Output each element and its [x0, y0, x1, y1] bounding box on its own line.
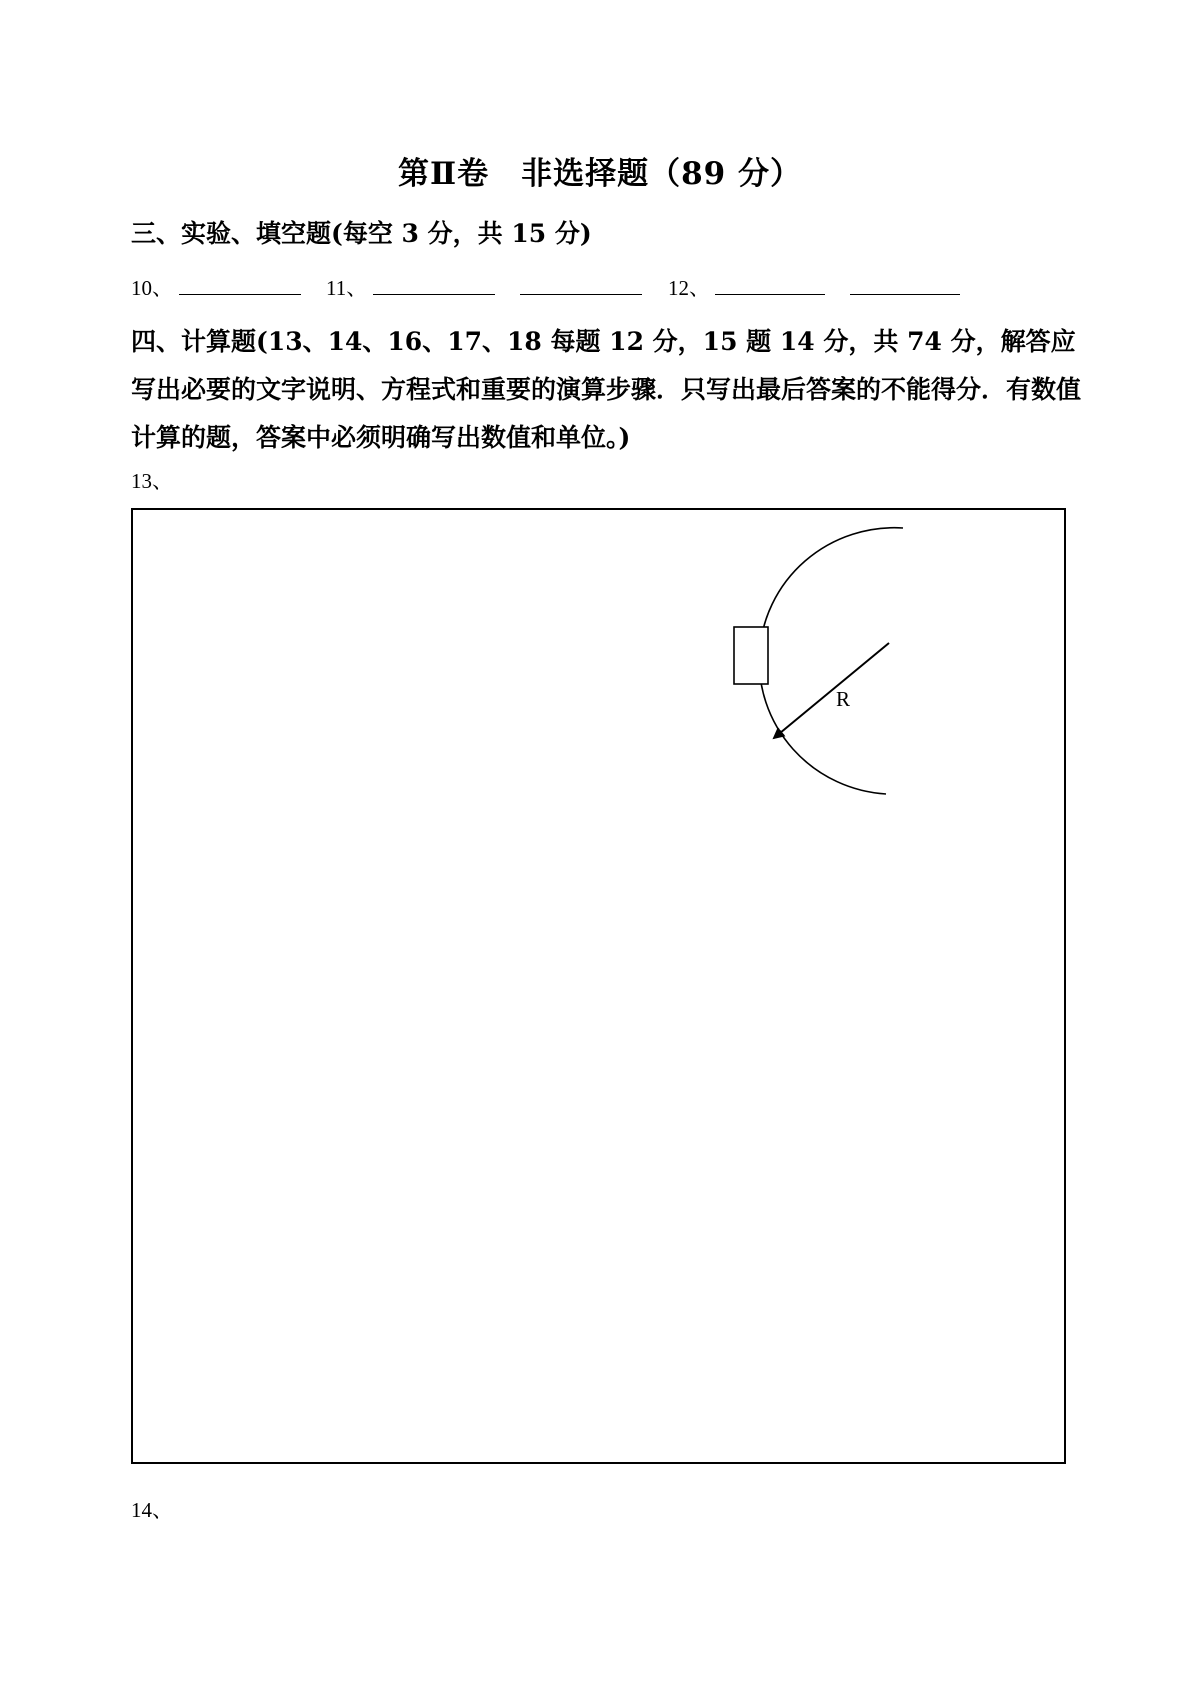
page-title: 第Ⅱ卷 非选择题（89 分） — [397, 156, 803, 192]
figure-13 — [133, 510, 1068, 1466]
section-4-instructions: 四、计算题(13、14、16、17、18 每题 12 分，15 题 14 分，共 74 分，解答应写出必要的文字说明、方程式和重要的演算步骤．只写出最后答案的不能得分．有数值计算的题，答案中必须明确写出数值和单位。) — [131, 327, 1082, 452]
radius-label: R — [836, 687, 851, 711]
blank-label-11: 11、 — [326, 276, 368, 300]
answer-blank-12[interactable] — [715, 294, 825, 295]
semicircular-track — [759, 528, 903, 794]
section-3-heading: 三、实验、填空题(每空 3 分，共 15 分) — [131, 219, 592, 248]
question-13-number: 13、 — [131, 469, 173, 493]
question-14-number: 14、 — [131, 1498, 173, 1522]
answer-blank-10[interactable] — [179, 294, 301, 295]
blank-label-12: 12、 — [668, 276, 710, 300]
blank-label-10: 10、 — [131, 276, 173, 300]
answer-blank-11b[interactable] — [520, 294, 642, 295]
radius-arrow — [774, 643, 889, 738]
answer-blank-11[interactable] — [373, 294, 495, 295]
answer-box-13[interactable] — [131, 508, 1066, 1464]
block — [734, 627, 768, 684]
answer-blank-12b[interactable] — [850, 294, 960, 295]
